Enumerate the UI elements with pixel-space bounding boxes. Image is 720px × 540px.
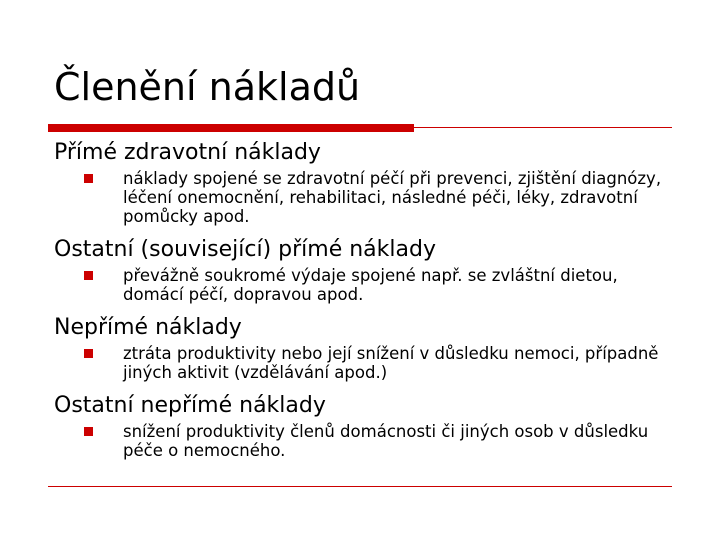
list-item [54,344,674,382]
slide-content [54,137,674,468]
title-underline-thin [414,127,672,128]
section-other-direct-costs [54,234,674,304]
title-underline-thick [48,124,414,132]
section-heading: Přímé zdravotní náklady [54,140,321,165]
square-bullet-icon [84,349,93,358]
section-other-indirect-costs [54,390,674,460]
list-item [54,266,674,304]
list-item-text: snížení produktivity členů domácnosti či jiných osob v důsledku péče o nemocného. [123,422,649,460]
square-bullet-icon [84,271,93,280]
square-bullet-icon [84,174,93,183]
section-heading: Nepřímé náklady [54,315,242,340]
section-heading: Ostatní (související) přímé náklady [54,237,436,262]
list-item-text: převážně soukromé výdaje spojené např. se zvláštní dietou, domácí péčí, dopravou apod. [123,266,618,304]
slide-title: Členění nákladů [54,65,361,109]
section-direct-medical-costs [54,137,674,226]
footer-rule [48,486,672,487]
list-item-text: ztráta produktivity nebo její snížení v důsledku nemoci, případně jiných aktivit (vzdělávání apod.) [123,344,659,382]
list-item [54,169,674,226]
section-indirect-costs [54,312,674,382]
list-item [54,422,674,460]
section-heading: Ostatní nepřímé náklady [54,393,326,418]
list-item-text: náklady spojené se zdravotní péčí při prevenci, zjištění diagnózy, léčení onemocnění, rehabilitaci, následné péči, léky, zdravotní pomůcky apod. [123,169,662,226]
square-bullet-icon [84,427,93,436]
